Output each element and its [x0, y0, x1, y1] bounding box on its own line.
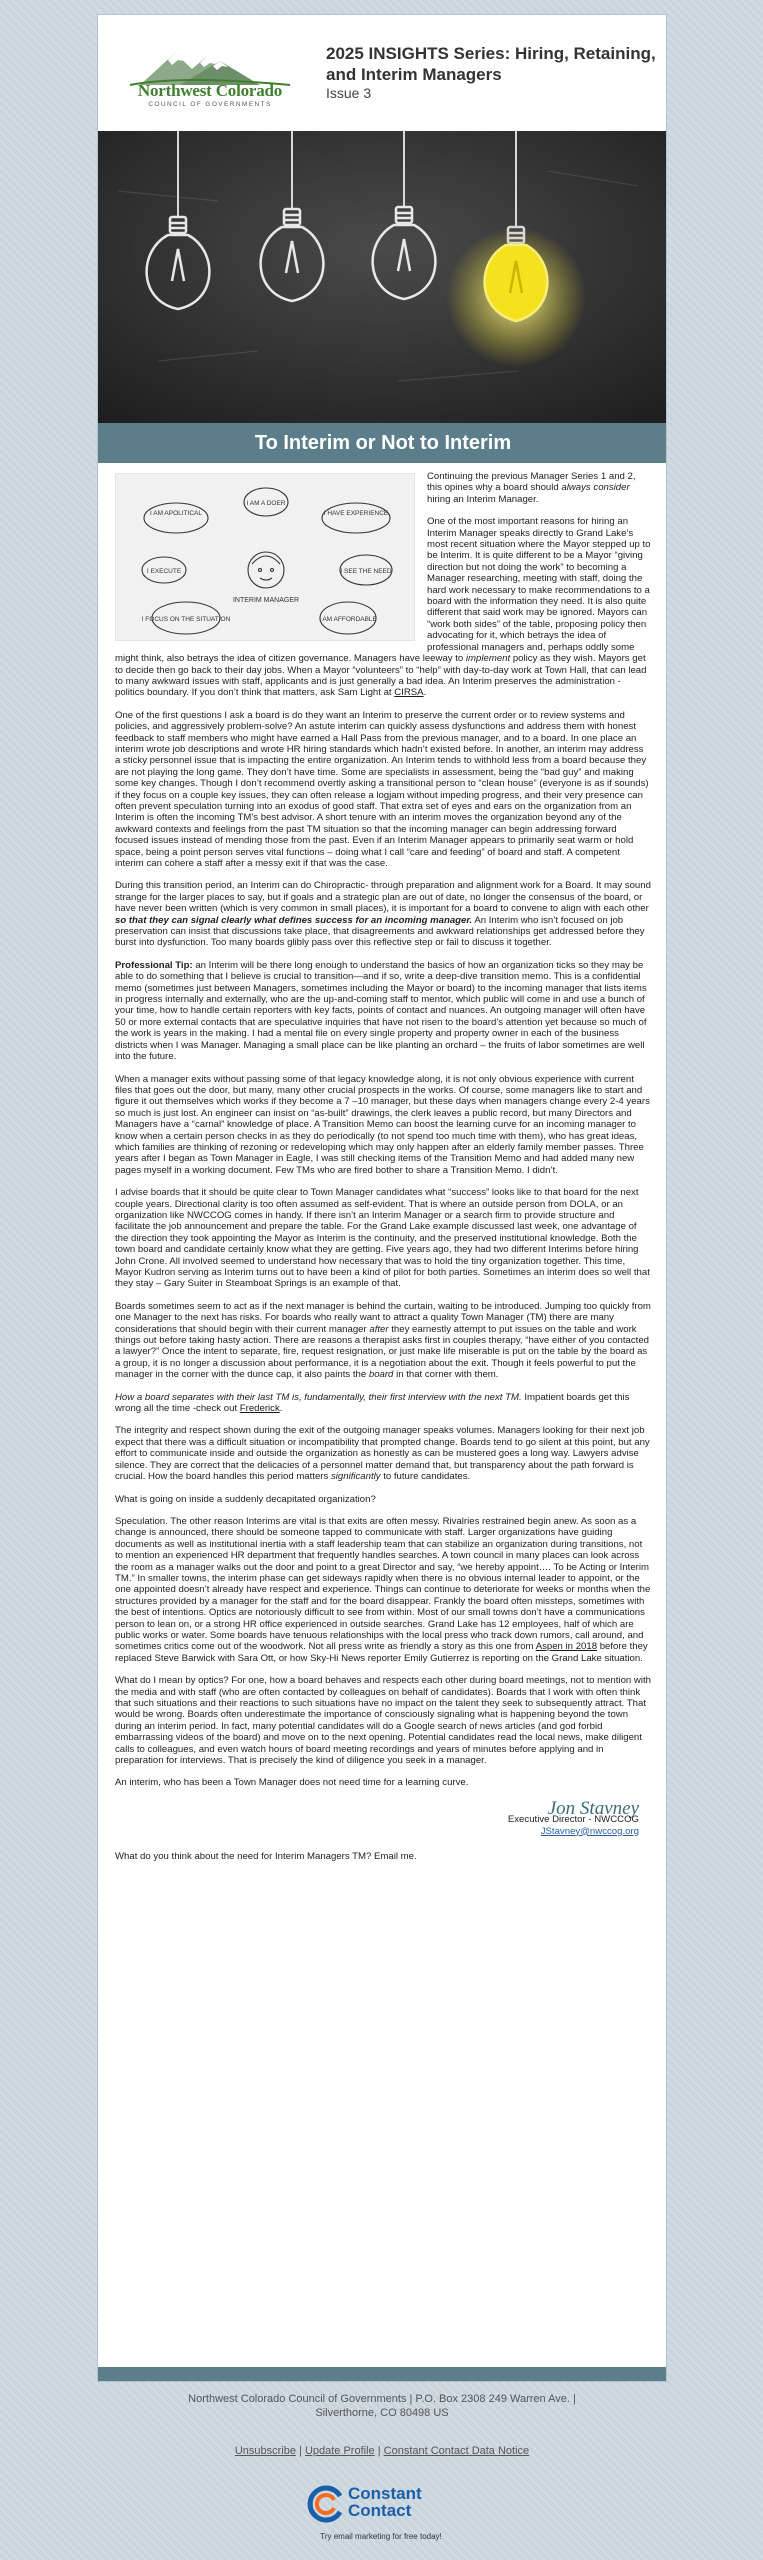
interim-manager-illustration	[115, 473, 415, 641]
paragraph: Speculation. The other reason Interims are vital is that exits are often messy. Rivalries restrained begin anew. As soon as a change is announced, there should be someone tapped to communicate with staff. Larger organizations have guiding documents as well as institutional inertia with a staff leadership team that can stabilize an organization during transitions, not to mention an experienced HR department that frequently handles searches. A town council in many places can look across the room as a manager walks out the door and point to a great Director and say, “we hereby appoint…. To be Acting or Interim TM.” In smaller towns, the interim phase can get sideways rapidly when there is no obvious internal leader to appoint, or the one appointed doesn’t already have respect and experience. Things can continue to deteriorate for weeks or months when the structures provided by a manager for the staff and for the board disappear. Frankly the board often missteps, sometimes with the best of intentions. Optics are notoriously difficult to see from within. Most of our small towns don’t have a communications person to lean on, or a strong HR office experienced in outside searches. Grand Lake has 12 employees, half of which are public works or water. Some boards have tenuous relationships with the local press who track down rumors, call around, and sometimes critics come out of the woodwork. Not all press write as friendly a story as this one from Aspen in 2018 before they replaced Steve Barwick with Sara Ott, or how Sky-Hi News reporter Emily Gutierrez is reporting on the Grand Lake situation.	[115, 1515, 651, 1664]
paragraph: I advise boards that it should be quite clear to Town Manager candidates what “success” looks like to that board for the next couple years. Directional clarity is too often assumed as self-evident. That is where an outside person from DOLA, or an organization like NWCCOG comes in handy. If there isn’t an Interim Manager or a search firm to provide structure and facilitate the job announcement and prepare the table. For the Grand Lake example discussed last week, one advantage of the direction they took appointing the Mayor as Interim is the continuity, and the preserved institutional knowledge. Both the town board and candidate certainly know what they are getting. Five years ago, they had two different Interims before hiring John Crone. All involved seemed to understand how necessary that was to hold the tiny organization together. This time, Mayor Kudron serving as Interim turns out to have been a kind of pilot for both parties. Sometimes an interim does so well that they stay – Gary Suiter in Steamboat Springs is an example of that.	[115, 1187, 650, 1290]
footer-links: Unsubscribe | Update Profile | Constant Contact Data Notice	[234, 2445, 530, 2457]
bubble-affordable: I AM AFFORDABLE	[319, 616, 377, 623]
paragraph: One of the first questions I ask a board is do they want an Interim to preserve the current order or to review systems and policies, and aggressively problem-solve? An astute interim can quickly assess dysfunctions and address them with honest feedback to staff members who might have earned a Hall Pass from the previous manager, and to a board. In one place an interim wrote job descriptions and wrote HR hiring standards which hadn’t existed before. In another, an interim may address a sticky personnel issue that is impacting the entire organization. An Interim tends to withhold less from a board because they are not playing the long game. They don’t have time. Some are specialists in assessment, being the “bad guy” and making some key changes. Though I don’t recommend overtly asking a transitional person to “clean house” (everyone is as if sounds) if they focus on a couple key issues, they can often release a logjam without impeding progress, and their very presence can often prevent speculation turning into an exodus of good staff. That extra set of eyes and ears on the organization from an Interim is often the incoming TM’s best advisor. A short tenure with an interim moves the organization beyond any of the awkward contexts and feelings from the past TM situation so that the incoming manager can begin addressing forward focused issues instead of mending those from the past. Even if an Interim Manager appears to primarily seat warm or hold space, being a point person serves vital functions – doing what I call “care and feeding” of board and staff. A competent interim can cohere a staff after a messy exit if that was the case.	[115, 709, 649, 869]
paragraph: One of the most important reasons for hiring an Interim Manager speaks directly to Grand Lake’s most recent situation where the Mayor stepped up to be Interim. It is quite different to be a Mayor “giving direction but not doing the work” to becoming a Manager researching, meeting with staff, doing the hard work necessary to make recommendations to a board with the information they need. It is also quite different that said work may be ignored. Mayors can “work both sides” of the table, proposing policy then advocating for it, which betrays the idea of professional managers and, perhaps oddly some might think, also betrays the idea of citizen governance. Managers have leeway to implement policy as they wish. Mayors get to decide then go back to their day jobs. When a Mayor “volunteers” to “help” with day-to-day work at Town Hall, that can lead to many awkward issues with staff, applicants and is just generally a bad idea. An Interim preserves the administration - politics boundary. If you don’t think that matters, ask Sam Light at CIRSA.	[115, 516, 651, 699]
paragraph: When a manager exits without passing some of that legacy knowledge along, it is not only obvious experience with current files that goes out the door, but many, many other crucial prospects in the works. Of course, some managers like to start and figure it out themselves which works if they become a 7 –10 manager, but these days when managers change every 2-4 years so much is just lost. An engineer can insist on “as-built” drawings, the clerk leaves a public record, but many Directors and Managers have a “carnal” knowledge of place. A Transition Memo can boost the learning curve for an incoming manager to know when a certain person checks in as they do periodically (to not spend too much time with them), who has great ideas, which families are thinking of rezoning or redeveloping which may only happen after an elderly family member passes. Three years after I began as Town Manager in Eagle, I was still checking items of the Transition Memo and had added many new pages myself in a working document. Few TMs who are fired bother to share a Transition Memo. I didn’t.	[115, 1073, 650, 1176]
footer-address-line2: Silverthorne, CO 80498 US	[315, 2407, 449, 2419]
paragraph: Boards sometimes seem to act as if the next manager is behind the curtain, waiting to be introduced. Jumping too quickly from one Manager to the next has risks. For boards who really want to attract a quality Town Manager (TM) there are many considerations that should begin with their current manager after they earnestly attempt to put issues on the table and work things out before taking hasty action. There are reasons a therapist asks first in couples therapy, “have either of you contacted a lawyer?” Once the intent to separate, fire, request resignation, or just make life miserable is put on the table by the board as a group, it is no longer a discussion about performance, it is a negotiation about the exit. Though it feels powerful to put the manager in the corner with the dunce cap, it also paints the board in that corner with them.	[115, 1300, 651, 1381]
bubble-see-need: I SEE THE NEED	[340, 568, 392, 575]
issue-number: Issue 3	[326, 85, 372, 101]
unsubscribe-link[interactable]: Unsubscribe	[234, 2445, 296, 2457]
paragraph: What is going on inside a suddenly decapitated organization?	[115, 1493, 376, 1505]
cirsa-link[interactable]: CIRSA	[394, 687, 424, 699]
signature-block	[115, 1797, 639, 1837]
paragraph: The integrity and respect shown during the exit of the outgoing manager speaks volumes. Managers looking for their next job expect that there was a difficult situation or incompatibility that prompted change. Boards tend to go silent at this point, but any effort to communicate inside and outside the organization as honestly as can be mustered goes a long way. Lawyers advise silence. They are correct that the delicacies of a personnel matter demand that, but transparency about the path forward is crucial. How the board handles this period matters significantly to future candidates.	[115, 1425, 650, 1483]
closing-question: What do you think about the need for Interim Managers TM? Email me.	[115, 1851, 417, 1863]
logo-name: Northwest Colorado	[137, 81, 283, 100]
update-profile-link[interactable]: Update Profile	[304, 2445, 375, 2457]
paragraph: How a board separates with their last TM is, fundamentally, their first interview with the next TM. Impatient boards get this wrong all the time -check out Frederick.	[115, 1391, 630, 1415]
signature-role: Executive Director - NWCCOG	[507, 1814, 639, 1826]
bubble-execute: I EXECUTE	[146, 568, 182, 575]
aspen-2018-link[interactable]: Aspen in 2018	[535, 1641, 598, 1653]
data-notice-link[interactable]: Constant Contact Data Notice	[383, 2445, 530, 2457]
footer-address-line1: Northwest Colorado Council of Governments | P.O. Box 2308 249 Warren Ave. |	[188, 2393, 576, 2405]
paragraph: Professional Tip: an Interim will be there long enough to understand the basics of how an organization ticks so they may be able to do something that I believe is crucial to transition—and if so, write a deep-dive transition memo. This is a confidential memo (sometimes just between Managers, sometimes including the Mayor or board) to the incoming manager that lists items in progress internally and externally, who are the up-and-coming staff to mentor, which public will come in and use a bunch of your time, how to handle certain reporters with key facts, points of contact and nuances. An outgoing manager will often have 50 or more external contacts that are speculative inquiries that have not risen to the board’s attention yet because so much of the work is years in the making. I had a mental file on every single property and property owner in each of the business districts when I was Manager. Managing a small place can be like planting an orchard – the fruits of labor sometimes are well into the future.	[115, 959, 647, 1063]
paragraph: What do I mean by optics? For one, how a board behaves and respects each other during board meetings, not to mention with the media and with staff (who are often contacted by colleagues on behalf of candidates). Boards that I work with often think that such situations and their reactions to such situations have no impact on the talent they seek to subsequently attract. That would be wrong. Boards often underestimate the importance of consciously signaling what is happening beyond the town during an interim period. In fact, many potential candidates will do a Google search of news articles (and god forbid embarrassing videos of the board) and move on to the next opening. Potential candidates read the local news, make diligent calls to colleagues, and even watch hours of board meeting recordings and years of minutes before applying and in preparation for interviews. That is precisely the kind of diligence you seek in a manager.	[115, 1675, 651, 1767]
paragraph: An interim, who has been a Town Manager does not need time for a learning curve.	[115, 1777, 469, 1789]
constant-contact-name: Constant Contact	[348, 2484, 422, 2520]
nwccog-logo[interactable]	[120, 47, 300, 111]
bubble-apolitical: I AM APOLITICAL	[149, 510, 203, 517]
hero-lightbulbs-image	[98, 131, 667, 423]
paragraph: Continuing the previous Manager Series 1 and 2, this opines why a board should always consider hiring an Interim Manager.	[427, 471, 636, 505]
constant-contact-tagline: Try email marketing for free today!	[320, 2532, 442, 2541]
newsletter-card	[97, 14, 667, 2382]
signature-name: Jon Stavney	[547, 1797, 639, 1819]
constant-contact-badge[interactable]	[306, 2480, 456, 2550]
article-body	[115, 471, 651, 1873]
bubble-experience: I HAVE EXPERIENCE	[323, 510, 389, 517]
logo-subtitle: COUNCIL OF GOVERNMENTS	[148, 101, 272, 108]
illustration-center-label: INTERIM MANAGER	[232, 597, 300, 604]
bubble-situation: I FOCUS ON THE SITUATION	[141, 616, 231, 623]
paragraph: During this transition period, an Interim can do Chiropractic- through preparation and alignment work for a Board. It may sound strange for the larger places to say, but if goals and a strategic plan are out of date, no longer the consensus of the board, or have never been written (which is very common in small places), it is important for a board to convene to align with each other so that they can signal clearly what defines success for an incoming manager. An Interim who isn’t focused on job preservation can insist that discussions take place, that disagreements and awkward relationships get addressed before they burst into dysfunction. Too many boards glibly pass over this reflective step or fail to discuss it together.	[115, 880, 651, 949]
newsletter-header	[98, 15, 667, 131]
email-footer	[97, 2392, 667, 2458]
bubble-doer: I AM A DOER	[246, 500, 286, 507]
constant-contact-logo-icon	[306, 2484, 346, 2524]
bottom-divider-bar	[98, 2367, 667, 2382]
newsletter-title: 2025 INSIGHTS Series: Hiring, Retaining, and Interim Managers	[326, 44, 656, 84]
frederick-link[interactable]: Frederick	[239, 1403, 280, 1415]
signature-email-link[interactable]: JStavney@nwccog.org	[540, 1825, 639, 1837]
article-banner: To Interim or Not to Interim	[98, 423, 667, 463]
